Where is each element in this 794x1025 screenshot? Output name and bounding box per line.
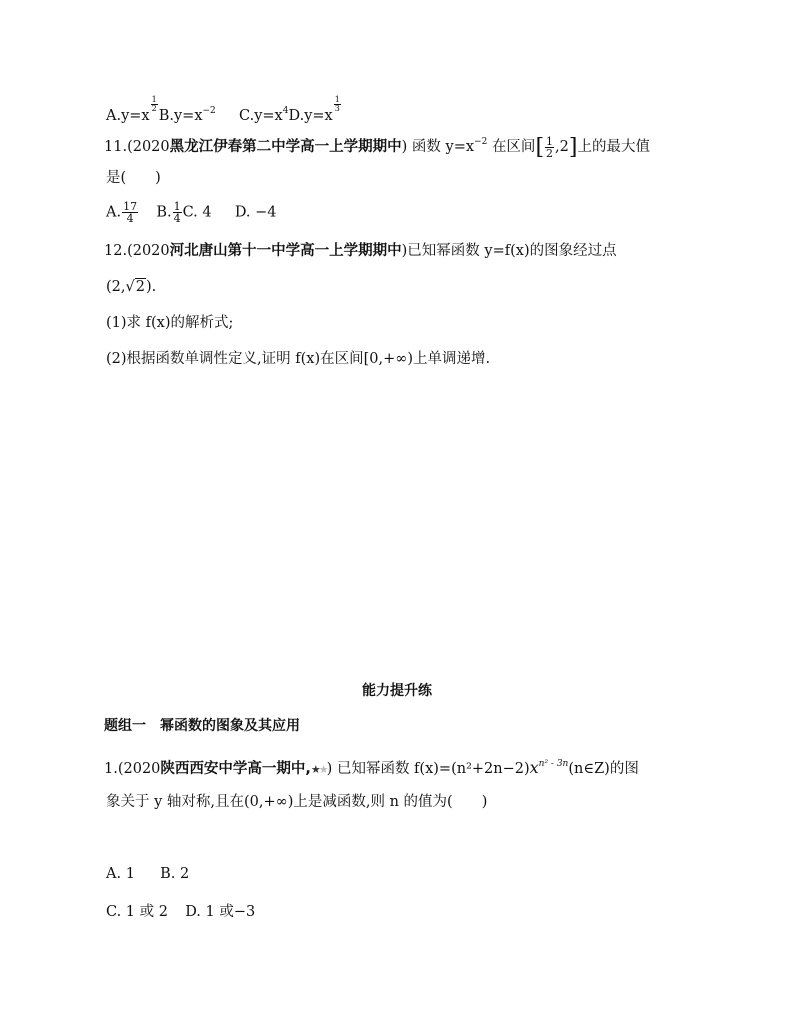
p1-text-a: 已知幂函数 f(x)=(n²+2n−2) (336, 761, 530, 777)
q10-option-a-expr: y=x (121, 108, 150, 124)
q11-option-b-fraction: $\frac{1}{4}$ (173, 200, 181, 225)
q10-option-d-label: D. (288, 108, 305, 124)
p1-exponent: n² - 3n (538, 759, 569, 769)
q11-options (106, 201, 277, 224)
q11-stem (104, 132, 650, 159)
q10-option-c-label: C. (239, 108, 255, 124)
p1-source-close: ) (326, 761, 333, 777)
q10-option-a-label: A. (106, 108, 122, 124)
difficulty-stars-icon: ★★ (310, 763, 327, 776)
q11-source-close: ) (401, 139, 408, 155)
q11-text-a: 函数 y=x (411, 139, 475, 155)
q11-source: 黑龙江伊春第二中学高一上学期期中 (169, 139, 402, 155)
q12-source: 河北唐山第十一中学高一上学期期中 (169, 243, 402, 259)
p1-option-d: D. 1 或−3 (185, 904, 256, 920)
group-heading: 题组一 幂函数的图象及其应用 (104, 718, 300, 734)
p1-options-row2 (106, 902, 255, 922)
q12-part1: (1)求 f(x)的解析式; (106, 315, 234, 331)
q10-option-b-expr: y=x (173, 108, 203, 124)
p1-variable: x (529, 758, 539, 777)
q11-option-a-label: A. (106, 204, 122, 221)
section-title: 能力提升练 (362, 683, 432, 699)
q12-part2: (2)根据函数单调性定义,证明 f(x)在区间[0,+∞)上单调递增. (106, 351, 491, 367)
q12-point (106, 277, 156, 297)
p1-line2: 象关于 y 轴对称,且在(0,+∞)上是减函数,则 n 的值为( ) (106, 794, 488, 810)
q12-point-open: (2, (106, 279, 126, 295)
q10-option-d-expr: y=x (304, 108, 333, 124)
q11-option-a-fraction: $\frac{17}{4}$ (123, 200, 138, 225)
q11-bracket-open: [ (535, 135, 545, 160)
q12-stem (104, 241, 617, 261)
q11-interval-fraction: $\frac{1}{2}$ (546, 134, 554, 160)
p1-options-row1 (106, 864, 189, 884)
q11-option-c: C. 4 (182, 204, 212, 221)
q11-interval-rest: ,2 (555, 139, 569, 155)
q11-option-d: D. −4 (234, 204, 277, 221)
q12-point-close: ). (145, 279, 157, 295)
q10-option-b-label: B. (158, 108, 174, 124)
q11-bracket-close: ] (568, 135, 578, 160)
q11-number: 11. (104, 139, 128, 155)
p1-option-b: B. 2 (160, 866, 190, 882)
q11-text-b: 在区间 (491, 139, 536, 155)
q10-option-a-exponent: $\frac{1}{2}$ (151, 95, 157, 113)
p1-option-a: A. 1 (106, 866, 135, 882)
q10-option-c-expr: y=x (254, 108, 283, 124)
q12-source-open: (2020 (127, 243, 170, 259)
p1-option-c: C. 1 或 2 (106, 904, 168, 920)
q10-option-b-exponent: −2 (202, 106, 216, 116)
q11-option-b-label: B. (156, 204, 172, 221)
q10-options (106, 96, 342, 126)
q11-exponent: −2 (474, 137, 488, 147)
p1-number: 1. (104, 761, 118, 777)
q10-option-d-exponent: $\frac{1}{3}$ (334, 95, 340, 113)
q11-line2: 是( ) (106, 170, 161, 186)
q12-number: 12. (104, 243, 128, 259)
q11-source-open: (2020 (127, 139, 170, 155)
p1-stem (104, 754, 639, 780)
q12-sqrt: √2 (125, 279, 145, 295)
q11-text-c: 上的最大值 (577, 139, 650, 155)
p1-source: 陕西西安中学高一期中, (160, 761, 311, 777)
p1-text-b: (n∈Z)的图 (568, 761, 639, 777)
q10-option-c-exponent: 4 (282, 106, 289, 116)
q12-text: 已知幂函数 y=f(x)的图象经过点 (407, 243, 617, 259)
q12-source-close: ) (401, 243, 408, 259)
p1-source-open: (2020 (117, 761, 161, 777)
